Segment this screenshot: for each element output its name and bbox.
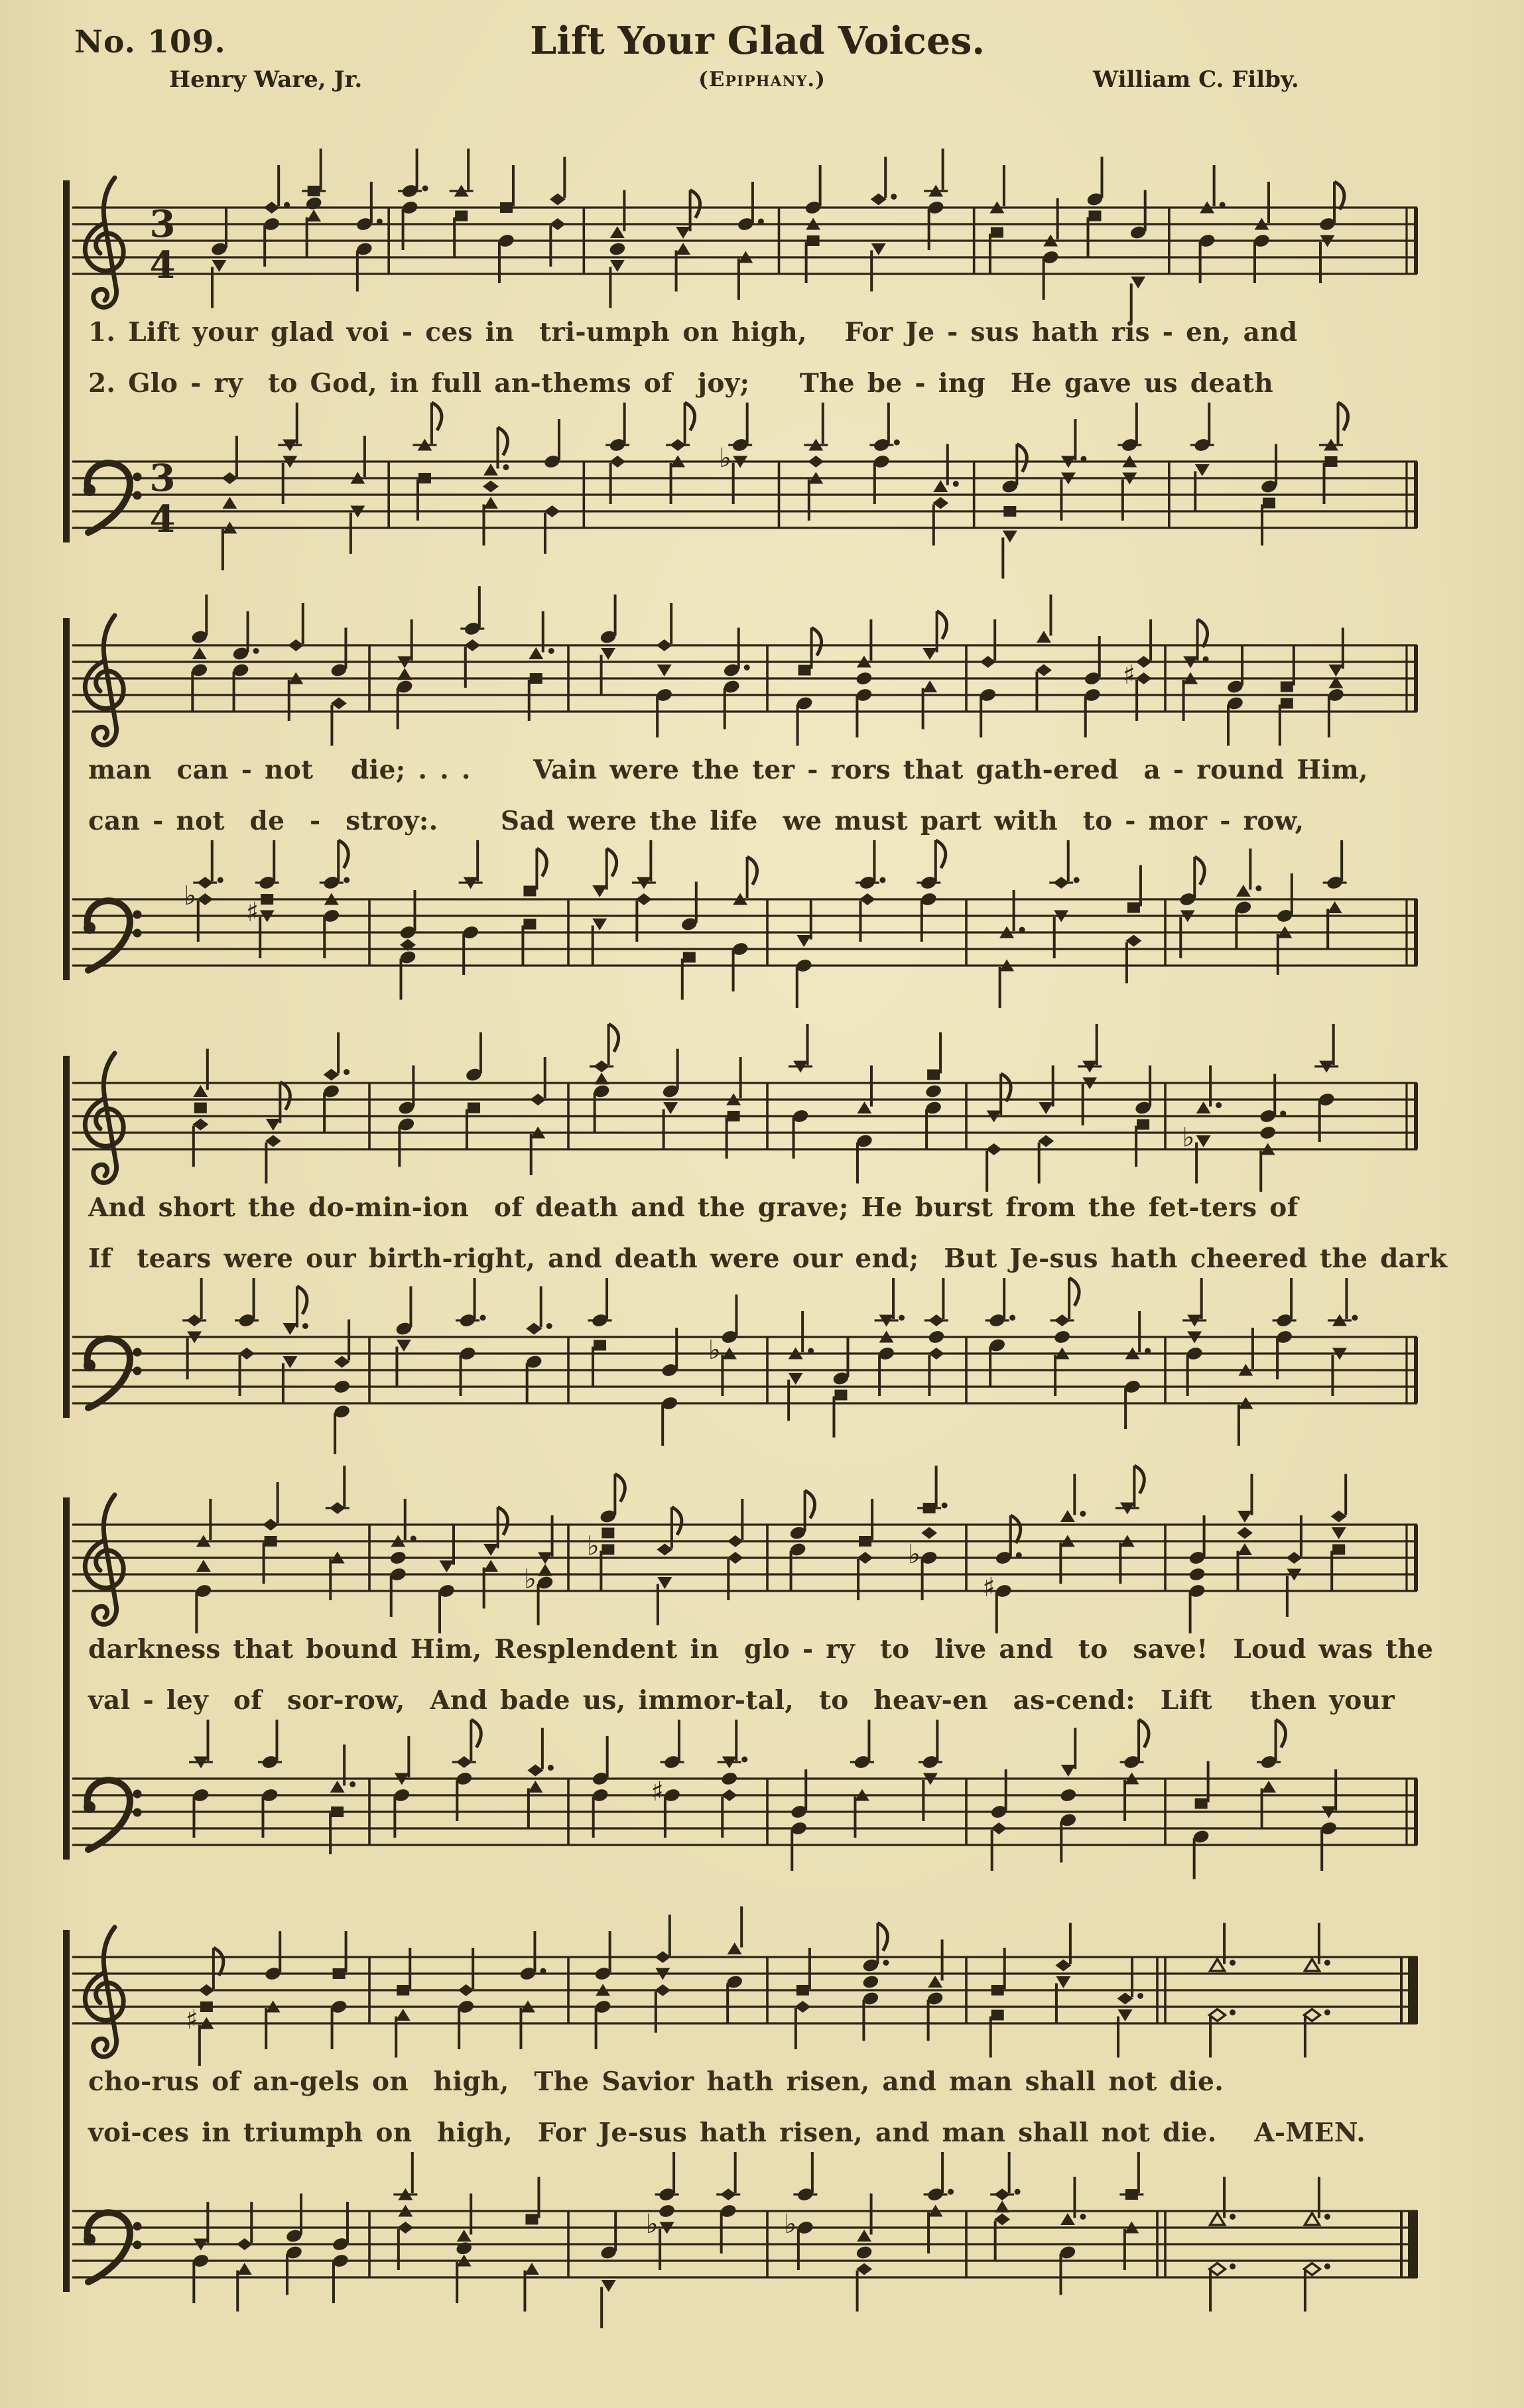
bass-staff [71, 2161, 1427, 2304]
svg-text:♭: ♭ [908, 1539, 921, 1570]
lyrics-line: 1. Lift your glad voi - ces in tri-umph on high, For Je - sus hath ris - en, and [88, 317, 1298, 348]
notes [210, 149, 1344, 325]
svg-text:3: 3 [149, 456, 176, 500]
lyrics-line: can - not de - stroy:. Sad were the life we must part with to - mor - row, [88, 806, 1304, 836]
treble-staff [71, 158, 1427, 300]
lyrics-block [88, 745, 1434, 847]
treble-clef-icon [85, 1053, 123, 1182]
composer-credit: William C. Filby. [1093, 66, 1299, 93]
hymn-number: No. 109. [74, 24, 226, 60]
svg-text:♭: ♭ [586, 1531, 600, 1562]
notes [185, 1907, 1330, 2066]
treble-staff [71, 1033, 1427, 1176]
staff-lines [72, 208, 1417, 274]
treble-clef-icon [85, 1495, 123, 1624]
lyrics-line: cho-rus of an-gels on high, The Savior hath risen, and man shall not die. [88, 2066, 1224, 2097]
treble-staff [71, 596, 1427, 738]
lyrics-block [88, 2057, 1434, 2159]
bass-staff [71, 1287, 1427, 1430]
time-signature [150, 456, 176, 541]
tune-name: (Epiphany.) [698, 68, 826, 92]
lyricist-credit: Henry Ware, Jr. [169, 66, 363, 93]
svg-text:♯: ♯ [651, 1777, 664, 1807]
svg-text:♭: ♭ [184, 881, 197, 911]
bass-clef-icon [84, 2212, 142, 2282]
staff-lines [72, 899, 1417, 966]
staff-lines [72, 1337, 1417, 1403]
svg-text:♭: ♭ [708, 1335, 721, 1365]
notes [222, 403, 1348, 579]
time-signature [150, 202, 176, 287]
bass-clef-icon [84, 1780, 142, 1850]
lyrics-block [88, 1182, 1448, 1285]
svg-text:3: 3 [149, 202, 176, 246]
lyrics-block [88, 1624, 1434, 1726]
music-system [63, 1475, 1434, 1871]
svg-text:♭: ♭ [1182, 1122, 1195, 1153]
music-system [63, 596, 1434, 992]
bass-staff [71, 1729, 1427, 1871]
bass-staff [71, 412, 1427, 554]
lyrics-line: voi-ces in triumph on high, For Je-sus hath risen, and man shall not die. A-MEN. [88, 2118, 1366, 2148]
staff-lines [72, 1779, 1417, 1845]
bass-clef-icon [84, 901, 142, 970]
treble-staff [71, 1907, 1427, 2050]
music-system [63, 158, 1434, 554]
music-system [63, 1033, 1448, 1430]
lyrics-line: If tears were our birth-right, and death were our end; But Je-sus hath cheered the dark [88, 1243, 1448, 1274]
staff-lines [72, 1957, 1417, 2023]
bass-clef-icon [84, 463, 142, 533]
staff-lines [72, 645, 1417, 712]
staff-lines [72, 1525, 1417, 1591]
lyrics-line: darkness that bound Him, Resplendent in glo - ry to live and to save! Loud was the [88, 1634, 1434, 1665]
lyrics-line: val - ley of sor-row, And bade us, immor-tal, to heav-en as-cend: Lift then your [88, 1685, 1395, 1716]
svg-text:♭: ♭ [719, 443, 732, 474]
staff-lines [72, 2211, 1417, 2277]
treble-clef-icon [85, 615, 123, 745]
music-system [63, 1907, 1434, 2304]
notes [194, 1466, 1346, 1633]
lyrics-line: 2. Glo - ry to God, in full an-thems of joy; The be - ing He gave us death [88, 368, 1274, 399]
svg-text:♯: ♯ [245, 897, 259, 928]
staff-lines [72, 462, 1417, 528]
treble-clef-icon [85, 1927, 123, 2057]
bass-clef-icon [84, 1338, 142, 1408]
svg-text:4: 4 [149, 243, 176, 287]
bass-staff [71, 850, 1427, 992]
treble-clef-icon [85, 178, 123, 307]
notes [192, 1024, 1338, 1192]
svg-text:♭: ♭ [645, 2209, 659, 2240]
svg-text:♯: ♯ [982, 1572, 995, 1603]
svg-text:4: 4 [149, 497, 176, 541]
svg-text:♯: ♯ [1122, 660, 1135, 690]
notes [182, 1278, 1358, 1454]
page-title: Lift Your Glad Voices. [530, 19, 985, 63]
notes [184, 840, 1346, 1008]
lyrics-block [88, 307, 1434, 409]
lyrics-line: And short the do-min-ion of death and the grave; He burst from the fet-ters of [88, 1192, 1299, 1223]
svg-text:♯: ♯ [185, 2005, 198, 2035]
treble-staff [71, 1475, 1427, 1617]
svg-text:♭: ♭ [784, 2209, 797, 2240]
svg-text:♭: ♭ [524, 1564, 537, 1595]
notes [192, 2152, 1330, 2328]
lyrics-line: man can - not die; . . . Vain were the ter - rors that gath-ered a - round Him, [88, 755, 1368, 785]
